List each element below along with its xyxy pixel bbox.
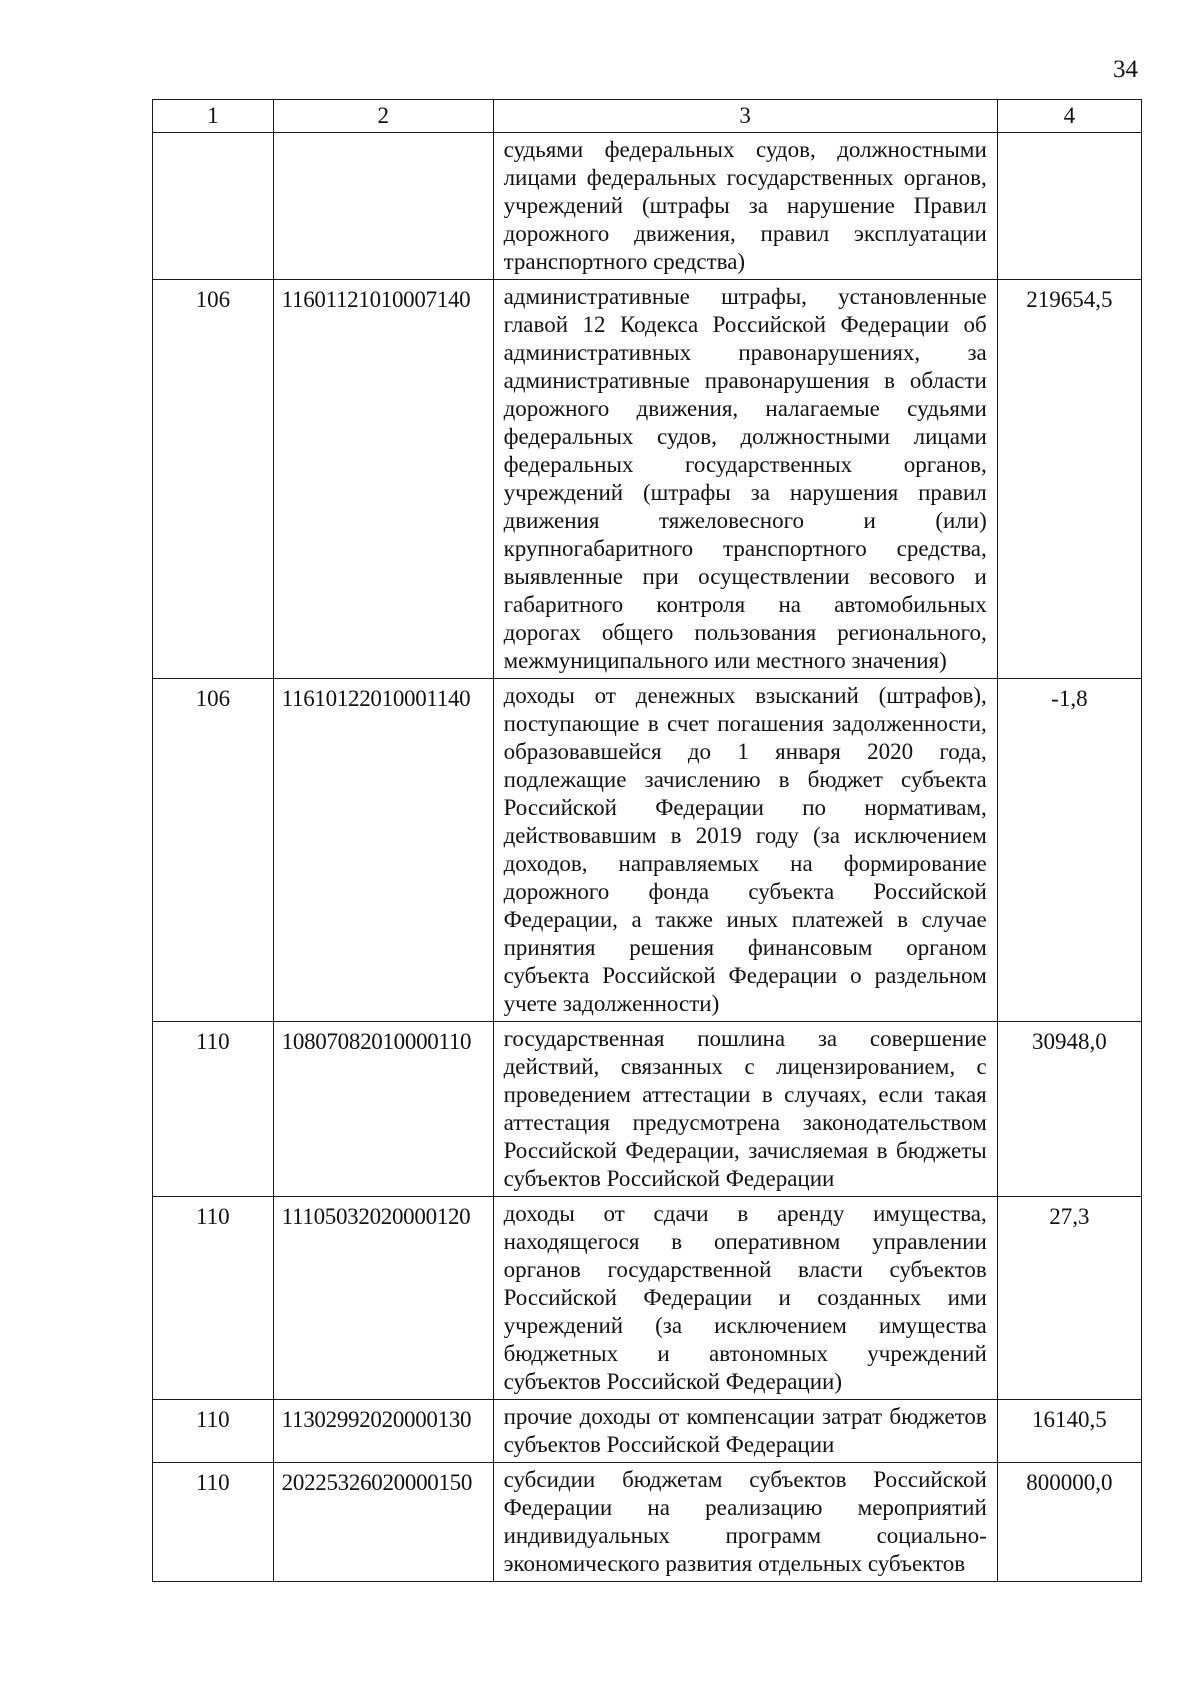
revenue-name-cell: прочие доходы от компенсации затрат бюджетов субъектов Российской Федерации (493, 1400, 997, 1463)
table-row (153, 133, 1142, 280)
table-row (153, 1463, 1142, 1582)
admin-code-cell: 110 (153, 1022, 274, 1197)
budget-code-cell: 11105032020000120 (273, 1197, 493, 1400)
column-header-1: 1 (153, 100, 274, 133)
revenue-name-cell: государственная пошлина за совершение действий, связанных с лицензированием, с проведением аттестации в случаях, если такая аттестация предусмотрена законодательством Российской Федерации, зачисляемая в бюджеты субъектов Российской Федерации (493, 1022, 997, 1197)
column-header-2: 2 (273, 100, 493, 133)
admin-code-cell: 110 (153, 1463, 274, 1582)
admin-code-cell: 110 (153, 1400, 274, 1463)
table-row (153, 1197, 1142, 1400)
page-number: 34 (1113, 56, 1138, 83)
budget-code-cell: 11302992020000130 (273, 1400, 493, 1463)
revenue-name-cell: доходы от денежных взысканий (штрафов), поступающие в счет погашения задолженности, образовавшейся до 1 января 2020 года, подлежащие зачислению в бюджет субъекта Российской Федерации по нормативам, действовавшим в 2019 году (за исключением доходов, направляемых на формирование дорожного фонда субъекта Российской Федерации, а также иных платежей в случае принятия решения финансовым органом субъекта Российской Федерации о раздельном учете задолженности) (493, 679, 997, 1022)
amount-cell: 219654,5 (997, 280, 1141, 679)
table-row (153, 1400, 1142, 1463)
table-row (153, 679, 1142, 1022)
budget-code-cell: 20225326020000150 (273, 1463, 493, 1582)
revenue-name-cell: доходы от сдачи в аренду имущества, находящегося в оперативном управлении органов государственной власти субъектов Российской Федерации и созданных ими учреждений (за исключением имущества бюджетных и автономных учреждений субъектов Российской Федерации) (493, 1197, 997, 1400)
budget-code-cell: 10807082010000110 (273, 1022, 493, 1197)
table-header-row (153, 100, 1142, 133)
amount-cell: 16140,5 (997, 1400, 1141, 1463)
amount-cell: 30948,0 (997, 1022, 1141, 1197)
admin-code-cell: 106 (153, 280, 274, 679)
amount-cell: 800000,0 (997, 1463, 1141, 1582)
amount-cell: -1,8 (997, 679, 1141, 1022)
admin-code-cell: 110 (153, 1197, 274, 1400)
admin-code-cell (153, 133, 274, 280)
budget-code-cell (273, 133, 493, 280)
revenue-name-cell: субсидии бюджетам субъектов Российской Федерации на реализацию мероприятий индивидуальных программ социально-экономического развития отдельных субъектов (493, 1463, 997, 1582)
column-header-3: 3 (493, 100, 997, 133)
amount-cell: 27,3 (997, 1197, 1141, 1400)
admin-code-cell: 106 (153, 679, 274, 1022)
column-header-4: 4 (997, 100, 1141, 133)
revenue-name-cell: судьями федеральных судов, должностными лицами федеральных государственных органов, учреждений (штрафы за нарушение Правил дорожного движения, правил эксплуатации транспортного средства) (493, 133, 997, 280)
table-row (153, 280, 1142, 679)
budget-code-cell: 11601121010007140 (273, 280, 493, 679)
amount-cell (997, 133, 1141, 280)
revenue-name-cell: административные штрафы, установленные главой 12 Кодекса Российской Федерации об административных правонарушениях, за административные правонарушения в области дорожного движения, налагаемые судьями федеральных судов, должностными лицами федеральных государственных органов, учреждений (штрафы за нарушения правил движения тяжеловесного и (или) крупногабаритного транспортного средства, выявленные при осуществлении весового и габаритного контроля на автомобильных дорогах общего пользования регионального, межмуниципального или местного значения) (493, 280, 997, 679)
revenue-table (152, 99, 1142, 1582)
table-row (153, 1022, 1142, 1197)
budget-code-cell: 11610122010001140 (273, 679, 493, 1022)
